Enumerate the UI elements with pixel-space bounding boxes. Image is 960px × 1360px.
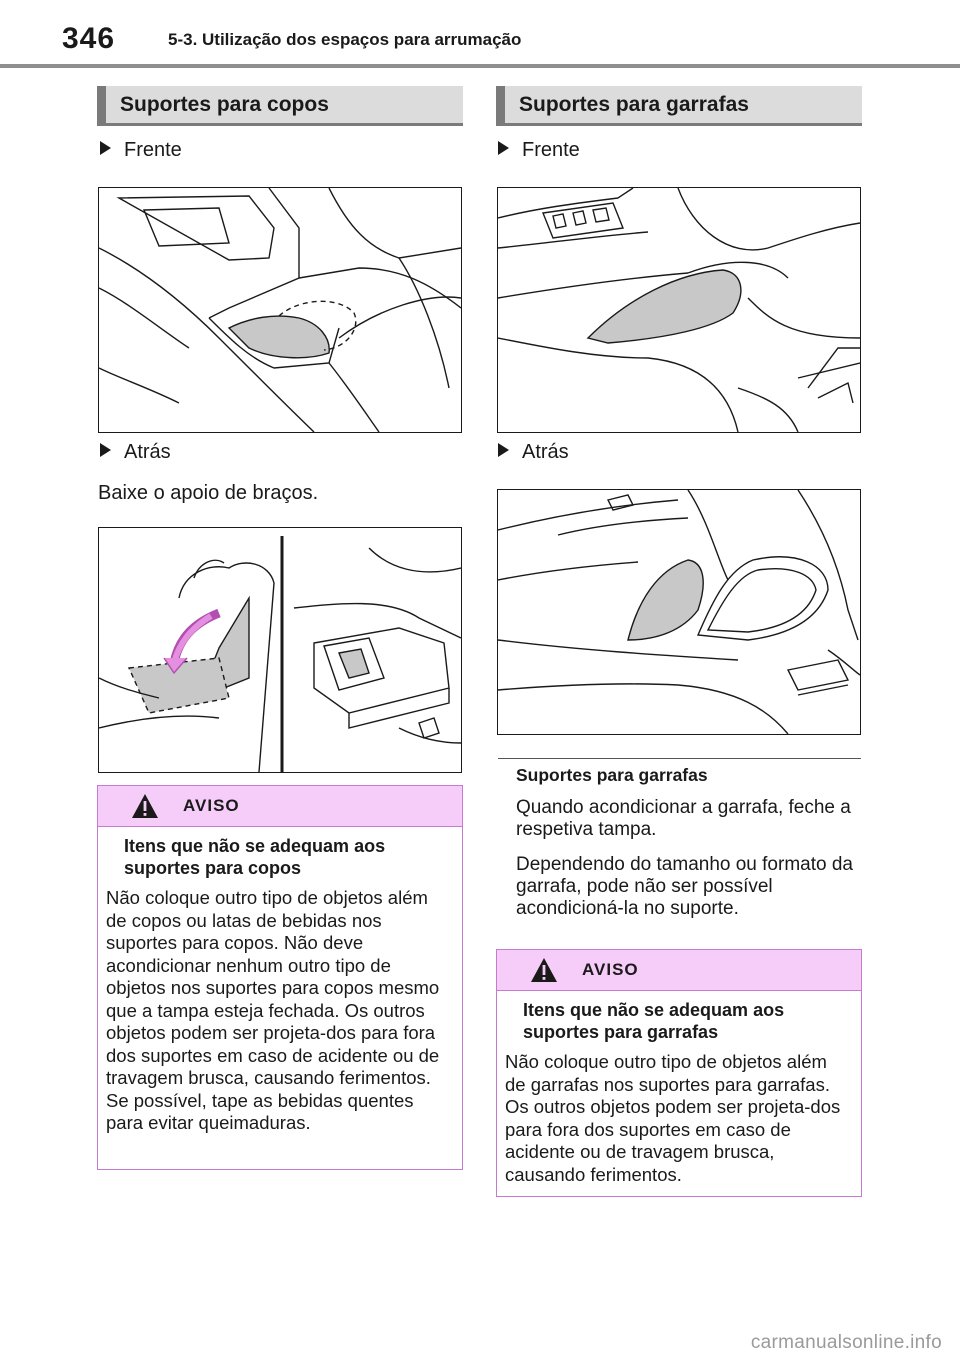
- notice-subheading: Itens que não se adequam aos suportes para garrafas: [523, 1000, 785, 1042]
- figure-rear-bottle-holder: [497, 489, 861, 735]
- figure-front-bottle-holder: [497, 187, 861, 433]
- note-paragraph-2: Dependendo do tamanho ou formato da garrafa, pode não ser possível acondicioná-la no suporte.: [516, 854, 853, 919]
- warning-triangle-icon: [131, 793, 159, 819]
- triangle-bullet-icon: [498, 443, 509, 457]
- note-title: Suportes para garrafas: [516, 765, 708, 785]
- rear-label: Atrás: [124, 441, 171, 463]
- chapter-title: 5-3. Utilização dos espaços para arrumação: [168, 30, 522, 49]
- front-label: Frente: [124, 139, 182, 161]
- page-number: 346: [62, 22, 116, 55]
- bullet-front-cup: [100, 139, 182, 162]
- bullet-front-bottle: [498, 139, 580, 162]
- notice-heading: AVISO: [582, 960, 639, 979]
- watermark: carmanualsonline.info: [750, 1332, 942, 1353]
- header-rule: [0, 64, 960, 68]
- notice-bottle-holders: [496, 949, 862, 1197]
- front-label: Frente: [522, 139, 580, 161]
- section-title-cup-holders: Suportes para copos: [97, 86, 463, 126]
- notice-cup-holders: [97, 785, 463, 1170]
- triangle-bullet-icon: [100, 141, 111, 155]
- warning-triangle-icon: [530, 957, 558, 983]
- rear-label: Atrás: [522, 441, 569, 463]
- figure-front-cup-holder: [98, 187, 462, 433]
- figure-rear-cup-holder: [98, 527, 462, 773]
- notice-header: [497, 950, 861, 991]
- rear-instruction: Baixe o apoio de braços.: [98, 482, 319, 504]
- section-title-bottle-holders: Suportes para garrafas: [496, 86, 862, 126]
- note-paragraph-1: Quando acondicionar a garrafa, feche a respetiva tampa.: [516, 797, 851, 840]
- notice-subheading: Itens que não se adequam aos suportes para copos: [124, 836, 386, 878]
- note-divider: [498, 758, 861, 759]
- triangle-bullet-icon: [498, 141, 509, 155]
- triangle-bullet-icon: [100, 443, 111, 457]
- notice-heading: AVISO: [183, 796, 240, 815]
- notice-body: Não coloque outro tipo de objetos além de copos ou latas de bebidas nos suportes para copos. Não deve acondicionar nenhum outro tipo de objetos nos suportes para copos mesmo que a tampa esteja fechada. Os outros objetos podem ser projeta-dos para fora dos suportes em caso de acidente ou de travagem brusca, causando ferimentos. Se possível, tape as bebidas quentes para evitar queimaduras.: [106, 887, 440, 1133]
- bullet-rear-cup: [100, 441, 171, 464]
- notice-header: [98, 786, 462, 827]
- bullet-rear-bottle: [498, 441, 569, 464]
- notice-body: Não coloque outro tipo de objetos além de garrafas nos suportes para garrafas. Os outros objetos podem ser projeta-dos para fora dos suportes em caso de acidente ou de travagem brusca, causando ferimentos.: [505, 1051, 841, 1185]
